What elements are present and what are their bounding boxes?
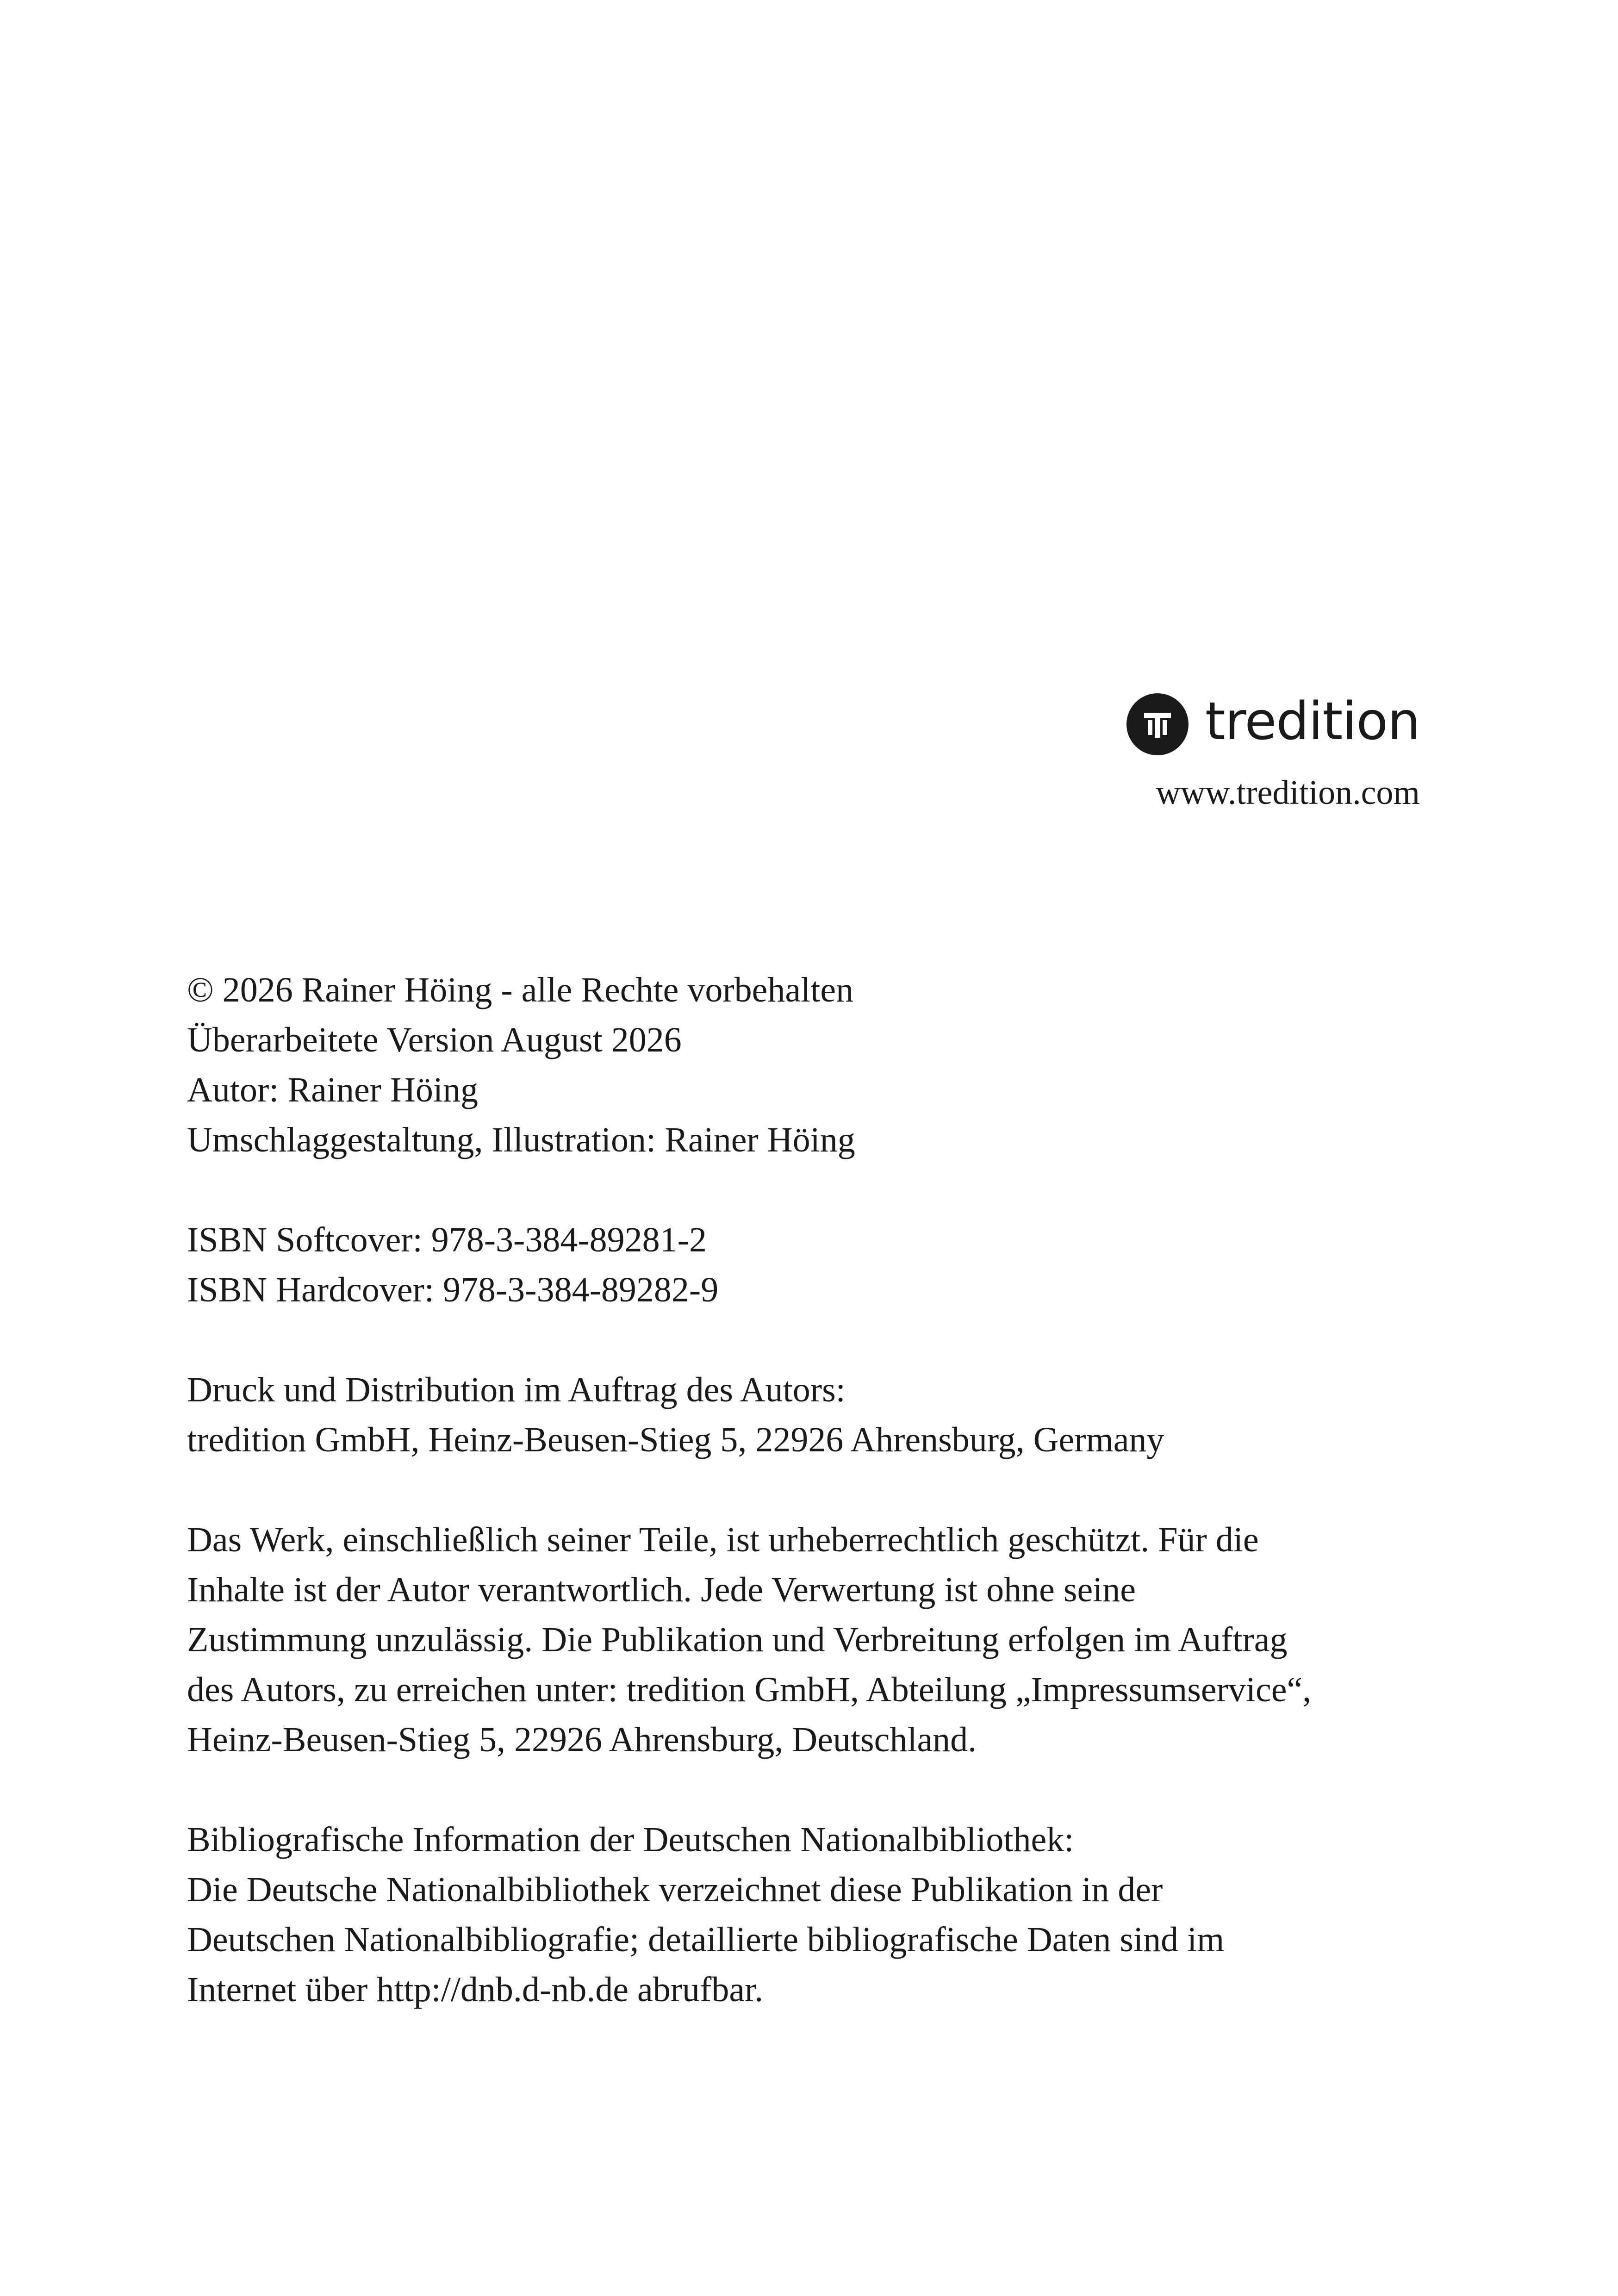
- notice-line: Zustimmung unzulässig. Die Publikation und Verbreitung erfolgen im Auftrag: [187, 1620, 1288, 1659]
- publisher-logo: [1126, 690, 1420, 759]
- bibliographic-line: Die Deutsche Nationalbibliothek verzeichnet diese Publikation in der: [187, 1870, 1163, 1909]
- publisher-block: [1126, 690, 1420, 810]
- copyright-notice-block: [187, 1515, 1437, 1765]
- publisher-logo-text: tredition: [1205, 691, 1420, 752]
- distribution-line: Druck und Distribution im Auftrag des Autors:: [187, 1370, 846, 1409]
- rights-block: [187, 965, 1437, 1165]
- cover-design-line: Umschlaggestaltung, Illustration: Rainer Höing: [187, 1120, 855, 1159]
- bibliographic-line: Deutschen Nationalbibliografie; detaillierte bibliografische Daten sind im: [187, 1920, 1225, 1959]
- distribution-block: [187, 1365, 1437, 1465]
- copyright-line: © 2026 Rainer Höing - alle Rechte vorbehalten: [187, 971, 854, 1009]
- isbn-softcover: ISBN Softcover: 978-3-384-89281-2: [187, 1220, 707, 1259]
- publisher-url: www.tredition.com: [1156, 774, 1420, 812]
- notice-line: Heinz-Beusen-Stieg 5, 22926 Ahrensburg, Deutschland.: [187, 1720, 977, 1759]
- bibliographic-block: [187, 1815, 1437, 2015]
- isbn-hardcover: ISBN Hardcover: 978-3-384-89282-9: [187, 1270, 719, 1309]
- bibliographic-line: Bibliografische Information der Deutschen Nationalbibliothek:: [187, 1820, 1074, 1859]
- notice-line: Inhalte ist der Autor verantwortlich. Jede Verwertung ist ohne seine: [187, 1570, 1136, 1609]
- tredition-mark-svg: [1126, 693, 1189, 755]
- bibliographic-line: Internet über http://dnb.d-nb.de abrufbar.: [187, 1970, 764, 2009]
- distribution-address: tredition GmbH, Heinz-Beusen-Stieg 5, 22926 Ahrensburg, Germany: [187, 1420, 1164, 1459]
- tredition-logo-icon: [1126, 693, 1189, 755]
- imprint-text: [187, 965, 1437, 2065]
- isbn-block: [187, 1215, 1437, 1315]
- author-line: Autor: Rainer Höing: [187, 1070, 479, 1109]
- notice-line: Das Werk, einschließlich seiner Teile, ist urheberrechtlich geschützt. Für die: [187, 1520, 1259, 1559]
- notice-line: des Autors, zu erreichen unter: tredition GmbH, Abteilung „Impressumservice“,: [187, 1670, 1312, 1709]
- version-line: Überarbeitete Version August 2026: [187, 1020, 682, 1059]
